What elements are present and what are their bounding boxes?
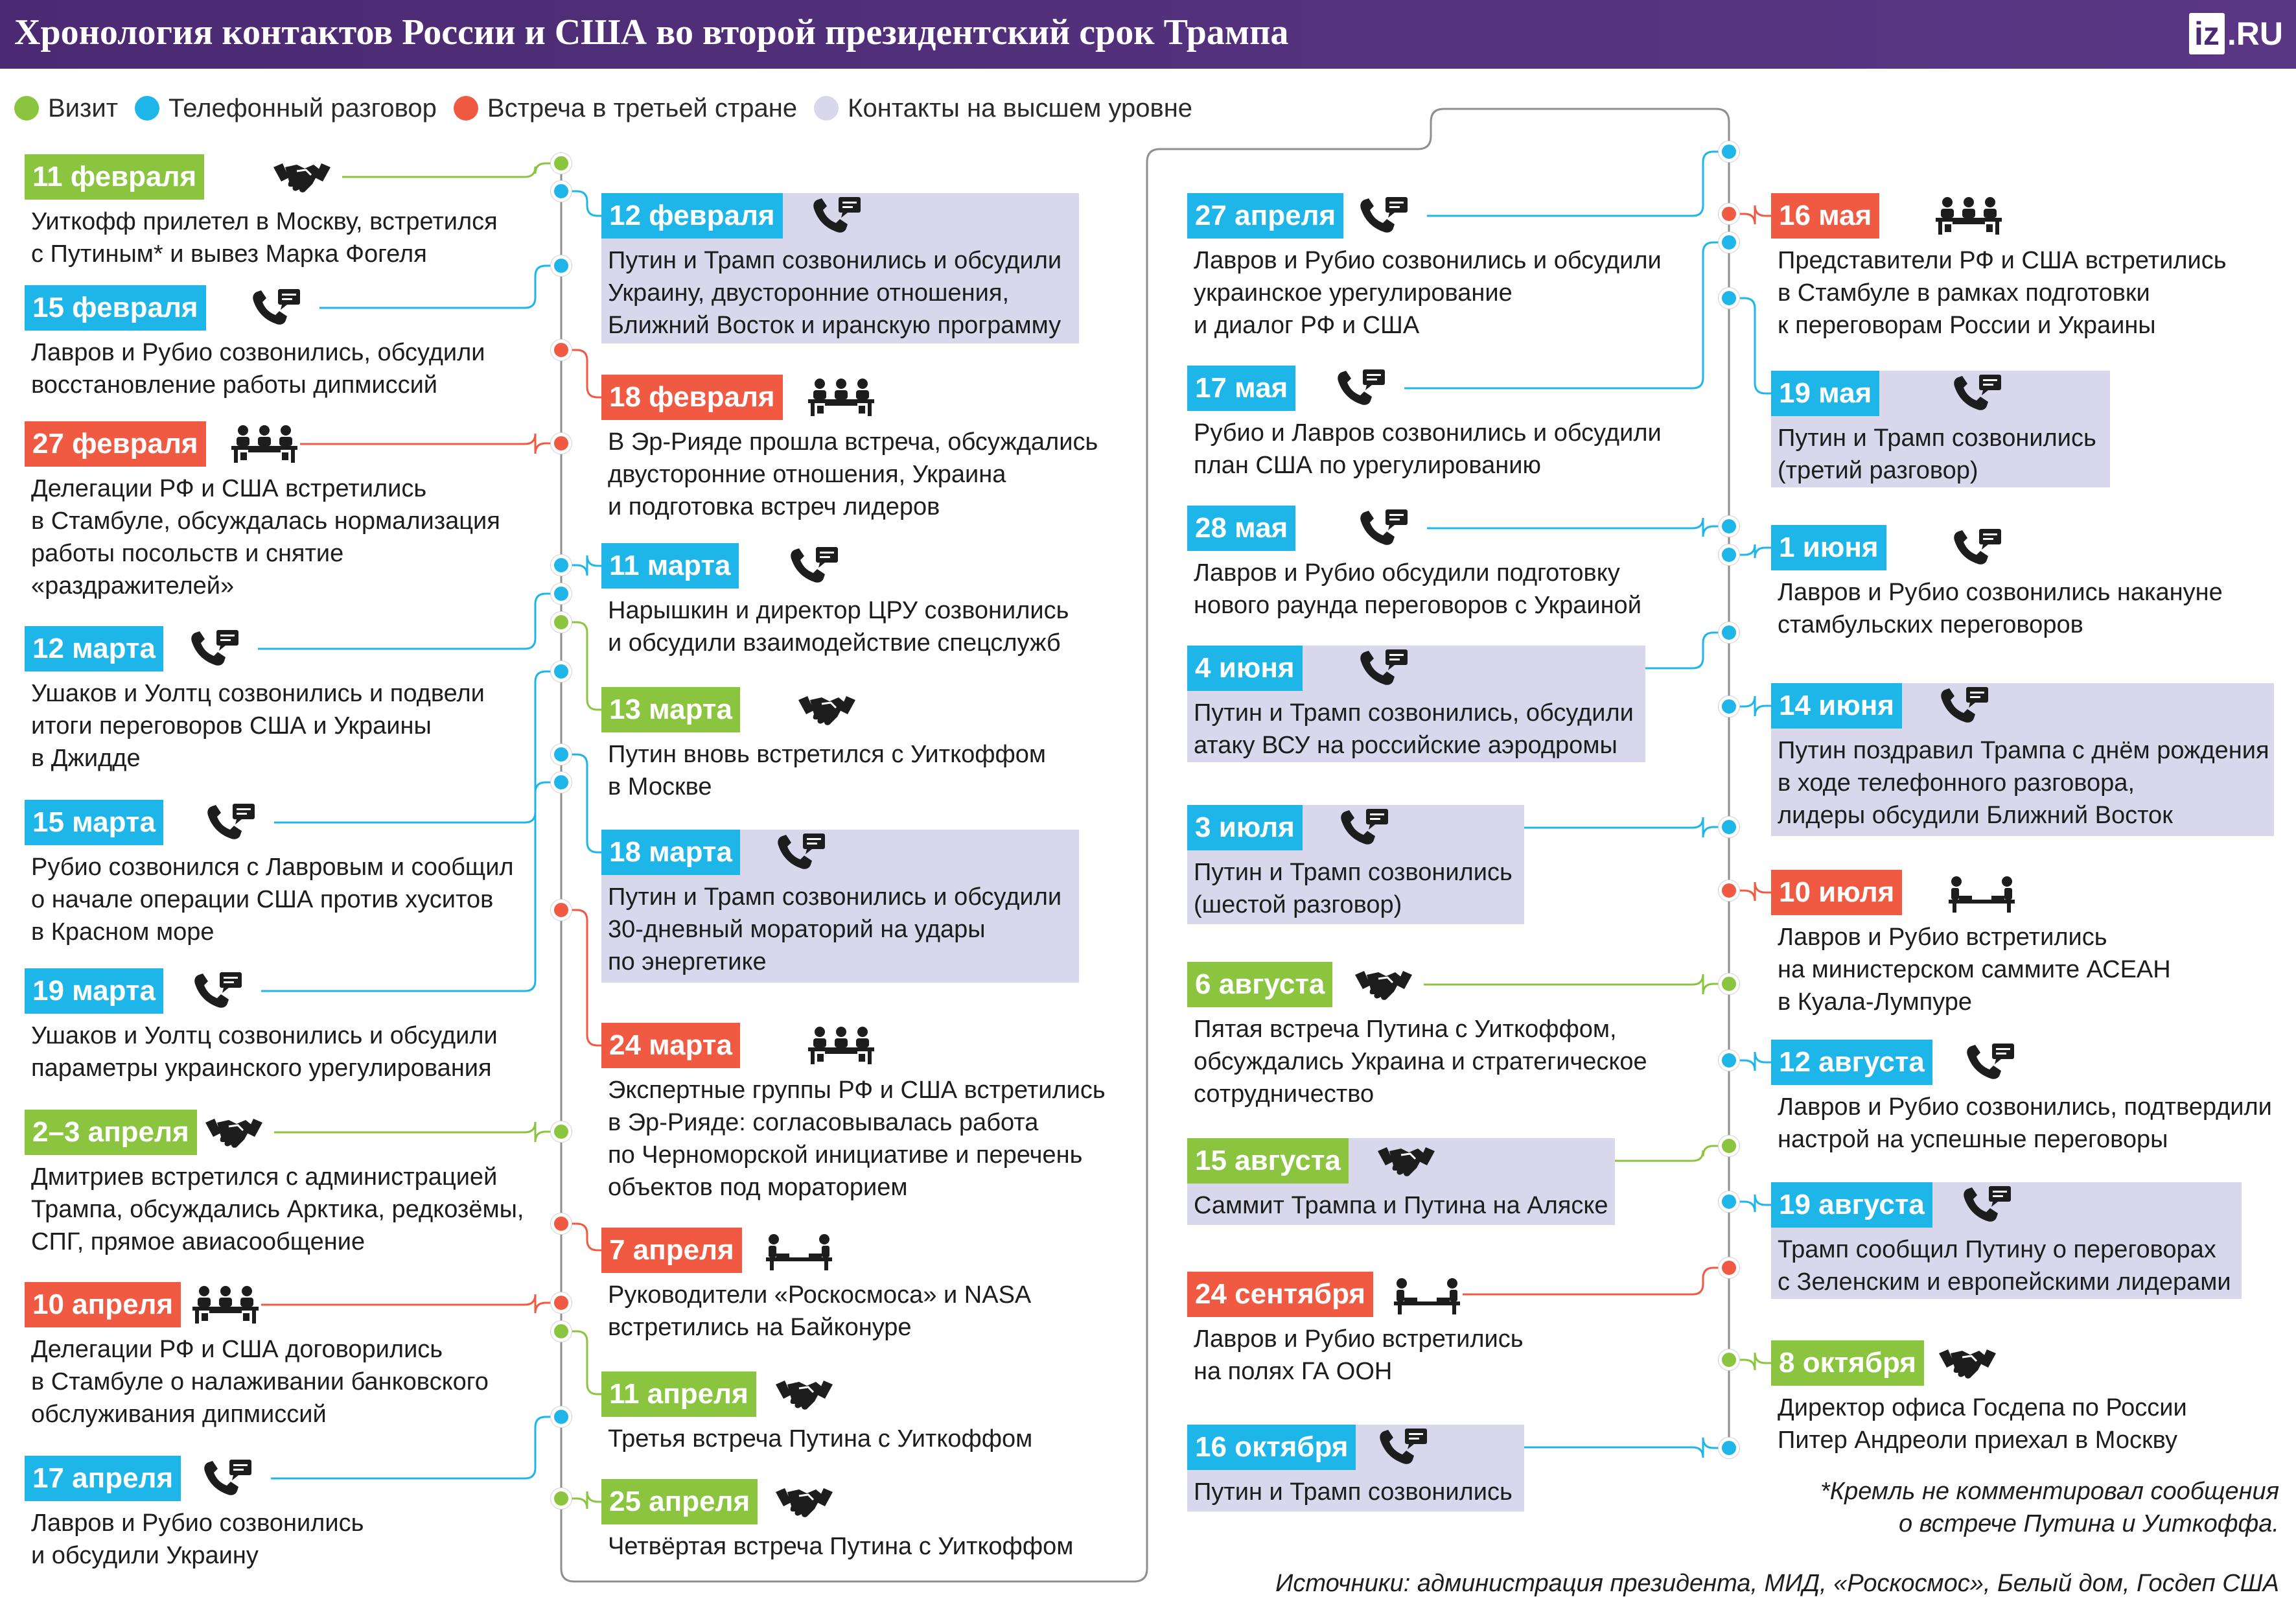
timeline-event <box>1187 506 1699 622</box>
event-description-line: объектов под мораторием <box>608 1174 908 1201</box>
event-description-line: Ушаков и Уолтц созвонились и обсудили <box>31 1022 498 1049</box>
handshake-icon <box>271 156 333 198</box>
event-date: 8 октября <box>1771 1340 1924 1386</box>
timeline-dot <box>551 1292 572 1313</box>
timeline-dot <box>1719 622 1739 643</box>
timeline-dot <box>551 433 572 454</box>
event-date: 10 июля <box>1771 870 1902 915</box>
timeline-event <box>1771 1040 2283 1156</box>
event-description-line: нового раунда переговоров с Украиной <box>1194 592 1641 619</box>
event-description-line: и диалог РФ и США <box>1194 312 1420 339</box>
event-description-line: Нарышкин и директор ЦРУ созвонились <box>608 597 1069 624</box>
event-description-line: Четвёртая встреча Путина с Уиткоффом <box>608 1533 1074 1560</box>
event-description <box>608 426 1098 523</box>
event-description-line: о начале операции США против хуситов <box>31 886 494 913</box>
timeline-dot <box>551 1488 572 1509</box>
event-description-line: Руководители «Роскосмоса» и NASA <box>608 1281 1032 1309</box>
timeline-dot <box>1719 288 1739 309</box>
event-date: 14 июня <box>1771 683 1902 729</box>
event-date: 19 мая <box>1771 371 1879 416</box>
event-description-line: работы посольств и снятие <box>31 540 344 567</box>
event-date: 19 августа <box>1771 1182 1932 1228</box>
timeline-event <box>25 421 530 603</box>
event-description-line: в Куала-Лумпуре <box>1778 988 1973 1016</box>
timeline-event <box>1187 366 1699 482</box>
delegation-icon <box>806 376 868 419</box>
event-description <box>1194 1476 1513 1508</box>
phone-icon <box>1949 526 2012 569</box>
event-description-line: обсуждались Украина и стратегическое <box>1194 1048 1647 1075</box>
event-description-line: Путин и Трамп созвонились <box>1194 1478 1513 1506</box>
event-description-line: Ближний Восток и иранскую программу <box>608 312 1061 339</box>
event-date: 17 мая <box>1187 366 1295 411</box>
legend-label-meeting: Встреча в третьей стране <box>487 93 798 122</box>
timeline-event <box>25 968 530 1085</box>
event-date: 27 февраля <box>25 421 206 467</box>
handshake-icon <box>773 1373 835 1416</box>
phone-icon <box>1356 647 1418 690</box>
timeline-dot <box>1719 516 1739 537</box>
logo-ru: .RU <box>2227 16 2284 52</box>
timeline-dot <box>551 181 572 202</box>
event-description-line: Лавров и Рубио созвонились, подтвердили <box>1778 1093 2272 1121</box>
event-date: 18 февраля <box>601 375 783 420</box>
event-description <box>608 881 1061 978</box>
event-description-line: по Черноморской инициативе и перечень <box>608 1141 1083 1169</box>
phone-icon <box>1356 194 1418 237</box>
event-description <box>608 1423 1032 1455</box>
event-description <box>608 594 1069 659</box>
timeline-dot <box>551 255 572 276</box>
event-description-line: в Стамбуле в рамках подготовки <box>1778 279 2150 307</box>
event-description-line: Ушаков и Уолтц созвонились и подвели <box>31 680 485 707</box>
event-description-line: Рубио созвонился с Лавровым и сообщил <box>31 854 514 881</box>
table-meeting-icon <box>1946 871 2008 914</box>
timeline-event <box>1771 525 2283 642</box>
timeline-dot <box>551 612 572 633</box>
event-description-line: Саммит Трампа и Путина на Аляске <box>1194 1192 1608 1219</box>
event-description <box>31 1020 498 1084</box>
event-date: 11 февраля <box>25 154 204 200</box>
timeline-dot <box>1719 1191 1739 1212</box>
table-meeting-icon <box>1391 1273 1454 1316</box>
event-description-line: Путин поздравил Трампа с днём рождения <box>1778 737 2269 764</box>
timeline-dot <box>551 153 572 174</box>
timeline-dot <box>551 1121 572 1142</box>
timeline-dot <box>551 744 572 765</box>
event-description-line: Путин и Трамп созвонились <box>1778 425 2096 452</box>
footnote <box>1820 1475 2279 1540</box>
page-title: Хронология контактов России и США во второй президентский срок Трампа <box>14 12 1289 52</box>
event-description <box>31 677 485 775</box>
handshake-icon <box>796 688 858 731</box>
phone-icon <box>1949 372 2012 415</box>
event-date: 16 октября <box>1187 1425 1356 1470</box>
event-date: 28 мая <box>1187 506 1295 551</box>
phone-icon <box>200 1457 262 1500</box>
event-description-line: Лавров и Рубио созвонились <box>31 1510 364 1537</box>
legend-label-visit: Визит <box>48 93 119 122</box>
event-description <box>31 1507 364 1572</box>
event-description-line: и подготовка встреч лидеров <box>608 493 940 520</box>
event-description-line: (третий разговор) <box>1778 457 1978 484</box>
event-description-line: к переговорам России и Украины <box>1778 312 2156 339</box>
event-description-line: Украину, двусторонние отношения, <box>608 279 1010 307</box>
event-description-line: Делегации РФ и США встретились <box>31 475 427 502</box>
event-date: 24 сентября <box>1187 1272 1373 1317</box>
timeline-dot <box>1719 817 1739 837</box>
event-description <box>1194 557 1641 622</box>
event-description-line: Путин и Трамп созвонились, обсудили <box>1194 699 1634 727</box>
event-description <box>1194 244 1662 342</box>
event-description-line: итоги переговоров США и Украины <box>31 712 432 740</box>
timeline-event <box>25 800 543 949</box>
phone-icon <box>1336 806 1398 849</box>
phone-icon <box>1936 684 1999 727</box>
event-description-line: Лавров и Рубио созвонились накануне <box>1778 579 2223 606</box>
event-description-line: (шестой разговор) <box>1194 891 1402 918</box>
handshake-icon <box>773 1480 835 1523</box>
event-description <box>608 738 1046 803</box>
sources-note: Источники: администрация президента, МИД, «Роскосмос», Белый дом, Госдеп США <box>1275 1570 2279 1597</box>
event-description <box>31 1333 489 1430</box>
timeline-dot <box>1719 974 1739 994</box>
event-description-line: стамбульских переговоров <box>1778 611 2083 638</box>
phone-icon <box>187 627 249 670</box>
event-date: 16 мая <box>1771 193 1879 239</box>
timeline-event <box>25 1282 530 1431</box>
timeline-event <box>1771 870 2283 1019</box>
phone-icon <box>1356 507 1418 550</box>
timeline-dot <box>1719 232 1739 253</box>
legend-label-phone: Телефонный разговор <box>168 93 437 122</box>
event-date: 12 марта <box>25 626 163 671</box>
event-date: 17 апреля <box>25 1456 181 1501</box>
event-date: 12 февраля <box>601 193 783 239</box>
timeline-dot <box>1719 880 1739 901</box>
event-description <box>1194 1013 1647 1110</box>
event-description <box>1778 576 2223 641</box>
timeline-dot <box>1719 1438 1739 1458</box>
event-description-line: Рубио и Лавров созвонились и обсудили <box>1194 419 1662 447</box>
event-description-line: Путин и Трамп созвонились и обсудили <box>608 883 1062 911</box>
event-date: 6 августа <box>1187 962 1332 1007</box>
timeline-event <box>1771 371 2110 487</box>
event-description-line: «раздражителей» <box>31 572 235 600</box>
timeline-event <box>1187 1425 1524 1511</box>
event-date: 15 марта <box>25 800 163 845</box>
event-description-line: на министерском саммите АСЕАН <box>1778 956 2171 983</box>
event-description-line: Трампа, обсуждались Арктика, редкозёмы, <box>31 1196 524 1223</box>
phone-icon <box>1375 1426 1437 1469</box>
event-description <box>31 472 500 602</box>
event-date: 2–3 апреля <box>25 1110 197 1155</box>
event-date: 3 июля <box>1187 805 1303 850</box>
phone-icon <box>786 544 848 587</box>
timeline-dot <box>551 900 572 920</box>
event-description-line: план США по урегулированию <box>1194 452 1542 479</box>
legend-label-top-level: Контакты на высшем уровне <box>848 93 1193 122</box>
event-description-line: Лавров и Рубио обсудили подготовку <box>1194 559 1620 587</box>
event-description <box>1778 1091 2272 1156</box>
event-description-line: параметры украинского урегулирования <box>31 1055 492 1082</box>
event-description <box>1194 1323 1524 1388</box>
event-description-line: Делегации РФ и США договорились <box>31 1336 443 1363</box>
event-description <box>1194 697 1634 762</box>
timeline-event <box>1771 193 2283 342</box>
event-description <box>1778 422 2096 487</box>
event-description-line: с Путиным* и вывез Марка Фогеля <box>31 240 427 268</box>
timeline-event <box>25 1110 543 1259</box>
event-description-line: Представители РФ и США встретились <box>1778 247 2227 274</box>
timeline-dot <box>551 661 572 682</box>
event-description <box>31 336 485 401</box>
timeline-dot <box>1719 1050 1739 1071</box>
event-description-line: лидеры обсудили Ближний Восток <box>1778 802 2173 829</box>
table-meeting-icon <box>763 1229 826 1272</box>
timeline-dot <box>551 340 572 360</box>
timeline-event <box>601 543 1107 660</box>
event-description <box>1778 1233 2231 1298</box>
phone-icon <box>1959 1184 2021 1226</box>
event-description-line: Путин и Трамп созвонились и обсудили <box>608 247 1062 274</box>
event-description-line: Лавров и Рубио созвонились, обсудили <box>31 339 485 366</box>
event-description <box>1194 1189 1608 1222</box>
event-description-line: Трамп сообщил Путину о переговорах <box>1778 1236 2216 1263</box>
timeline-event <box>25 1456 530 1572</box>
timeline-event <box>601 1479 1107 1563</box>
event-description <box>1194 856 1513 921</box>
phone-icon <box>190 970 252 1012</box>
event-description-line: в Стамбуле, обсуждалась нормализация <box>31 508 500 535</box>
event-date: 27 апреля <box>1187 193 1343 239</box>
event-connector <box>561 910 601 1045</box>
timeline-dot <box>1719 696 1739 717</box>
event-description-line: в Джидде <box>31 745 141 772</box>
phone-icon <box>809 194 871 237</box>
timeline-event <box>601 375 1107 524</box>
event-date: 11 апреля <box>601 1371 756 1417</box>
timeline-dot <box>551 1406 572 1427</box>
event-date: 1 июня <box>1771 525 1886 570</box>
phone-icon <box>1333 367 1395 410</box>
delegation-icon <box>806 1024 868 1067</box>
event-date: 10 апреля <box>25 1282 181 1327</box>
event-description <box>31 851 514 948</box>
event-description <box>608 244 1061 342</box>
delegation-icon <box>190 1283 252 1326</box>
event-description-line: встретились на Байконуре <box>608 1314 912 1341</box>
event-date: 24 марта <box>601 1023 740 1068</box>
event-description <box>1778 244 2227 342</box>
event-description-line: Лавров и Рубио созвонились и обсудили <box>1194 247 1662 274</box>
delegation-icon <box>1933 194 1995 237</box>
timeline-event <box>1187 1138 1615 1225</box>
event-description-line: атаку ВСУ на российские аэродромы <box>1194 732 1618 759</box>
event-date: 15 августа <box>1187 1138 1349 1184</box>
event-date: 11 марта <box>601 543 739 589</box>
event-description-line: на полях ГА ООН <box>1194 1358 1393 1385</box>
event-date: 15 февраля <box>25 285 206 331</box>
timeline-event <box>1187 646 1645 762</box>
event-description-line: Третья встреча Путина с Уиткоффом <box>608 1425 1033 1452</box>
event-description-line: и обсудили взаимодействие спецслужб <box>608 629 1061 657</box>
timeline-event <box>601 830 1079 983</box>
timeline-event <box>25 154 524 271</box>
event-description <box>608 1279 1031 1344</box>
event-description-line: двусторонние отношения, Украина <box>608 461 1006 488</box>
timeline-event <box>601 193 1079 344</box>
timeline-event <box>601 1371 1107 1456</box>
event-description-line: Уиткофф прилетел в Москву, встретился <box>31 208 498 235</box>
event-description <box>1778 1392 2187 1456</box>
event-description-line: СПГ, прямое авиасообщение <box>31 1228 365 1255</box>
timeline-event <box>601 1228 1107 1344</box>
footnote-line: о встрече Путина и Уиткоффа. <box>1899 1510 2279 1537</box>
event-connector <box>1729 298 1771 393</box>
event-date: 19 марта <box>25 968 163 1014</box>
event-date: 25 апреля <box>601 1479 758 1524</box>
timeline-dot <box>551 1321 572 1342</box>
event-description-line: Лавров и Рубио встретились <box>1778 924 2107 951</box>
handshake-icon <box>203 1111 265 1154</box>
event-connector <box>561 754 601 852</box>
event-description <box>31 1161 524 1258</box>
delegation-icon <box>229 423 291 465</box>
event-date: 4 июня <box>1187 646 1303 691</box>
timeline-dot <box>1719 204 1739 224</box>
timeline-event <box>1771 683 2274 836</box>
event-description <box>1194 417 1662 482</box>
event-description-line: в ходе телефонного разговора, <box>1778 769 2135 797</box>
event-description <box>31 205 498 270</box>
timeline-dot <box>1719 141 1739 162</box>
timeline-event <box>601 1023 1107 1204</box>
timeline-event <box>1187 962 1699 1111</box>
event-description-line: Дмитриев встретился с администрацией <box>31 1163 498 1191</box>
timeline-dot <box>1719 1349 1739 1370</box>
event-description-line: Экспертные группы РФ и США встретились <box>608 1077 1106 1104</box>
timeline-event <box>1771 1340 2283 1457</box>
timeline-dot <box>1719 1257 1739 1278</box>
timeline-event <box>1187 1272 1699 1388</box>
event-description <box>1778 734 2269 832</box>
event-description-line: в Красном море <box>31 918 215 946</box>
timeline-dot <box>551 555 572 576</box>
timeline-dot <box>551 772 572 793</box>
event-description-line: В Эр-Рияде прошла встреча, обсуждались <box>608 428 1098 456</box>
event-description-line: и обсудили Украину <box>31 1542 259 1569</box>
event-description-line: с Зеленским и европейскими лидерами <box>1778 1268 2231 1296</box>
timeline-dot <box>551 583 572 604</box>
event-description-line: восстановление работы дипмиссий <box>31 371 438 399</box>
phone-icon <box>773 831 835 874</box>
event-description <box>608 1074 1106 1204</box>
phone-icon <box>1962 1041 2024 1084</box>
event-connector <box>561 1331 601 1394</box>
footnote-line: *Кремль не комментировал сообщения <box>1820 1478 2279 1505</box>
timeline-dot <box>551 1213 572 1234</box>
event-description-line: Питер Андреоли приехал в Москву <box>1778 1427 2177 1454</box>
phone-icon <box>203 801 265 844</box>
handshake-icon <box>1936 1342 1999 1384</box>
event-description-line: 30-дневный мораторий на удары <box>608 916 986 943</box>
event-description-line: Путин вновь встретился с Уиткоффом <box>608 741 1047 768</box>
event-date: 12 августа <box>1771 1040 1932 1085</box>
event-description-line: Путин и Трамп созвонились <box>1194 859 1513 886</box>
event-description-line: в Эр-Рияде: согласовывалась работа <box>608 1109 1039 1136</box>
timeline-event <box>25 626 530 775</box>
phone-icon <box>248 286 310 329</box>
handshake-icon <box>1352 963 1415 1006</box>
timeline-dot <box>1719 1136 1739 1156</box>
timeline-event <box>1187 805 1524 924</box>
event-description-line: сотрудничество <box>1194 1080 1374 1108</box>
event-date: 18 марта <box>601 830 740 875</box>
event-description-line: Пятая встреча Путина с Уиткоффом, <box>1194 1016 1617 1043</box>
event-date: 13 марта <box>601 687 740 732</box>
handshake-icon <box>1375 1139 1437 1182</box>
event-description-line: в Стамбуле о налаживании банковского <box>31 1368 489 1395</box>
timeline-event <box>1771 1182 2242 1299</box>
timeline-event <box>25 285 524 402</box>
event-description-line: Директор офиса Госдепа по России <box>1778 1394 2187 1421</box>
event-description-line: обслуживания дипмиссий <box>31 1401 327 1428</box>
event-description-line: настрой на успешные переговоры <box>1778 1126 2168 1153</box>
event-date: 7 апреля <box>601 1228 742 1273</box>
logo-iz: iz <box>2189 13 2225 54</box>
timeline-dot <box>1719 544 1739 565</box>
timeline-event <box>601 687 1107 804</box>
timeline-event <box>1187 193 1699 342</box>
event-description <box>1778 921 2171 1018</box>
event-description-line: в Москве <box>608 773 712 800</box>
event-description <box>608 1530 1073 1563</box>
event-description-line: украинское урегулирование <box>1194 279 1513 307</box>
event-description-line: по энергетике <box>608 948 767 975</box>
event-description-line: Лавров и Рубио встретились <box>1194 1325 1524 1353</box>
